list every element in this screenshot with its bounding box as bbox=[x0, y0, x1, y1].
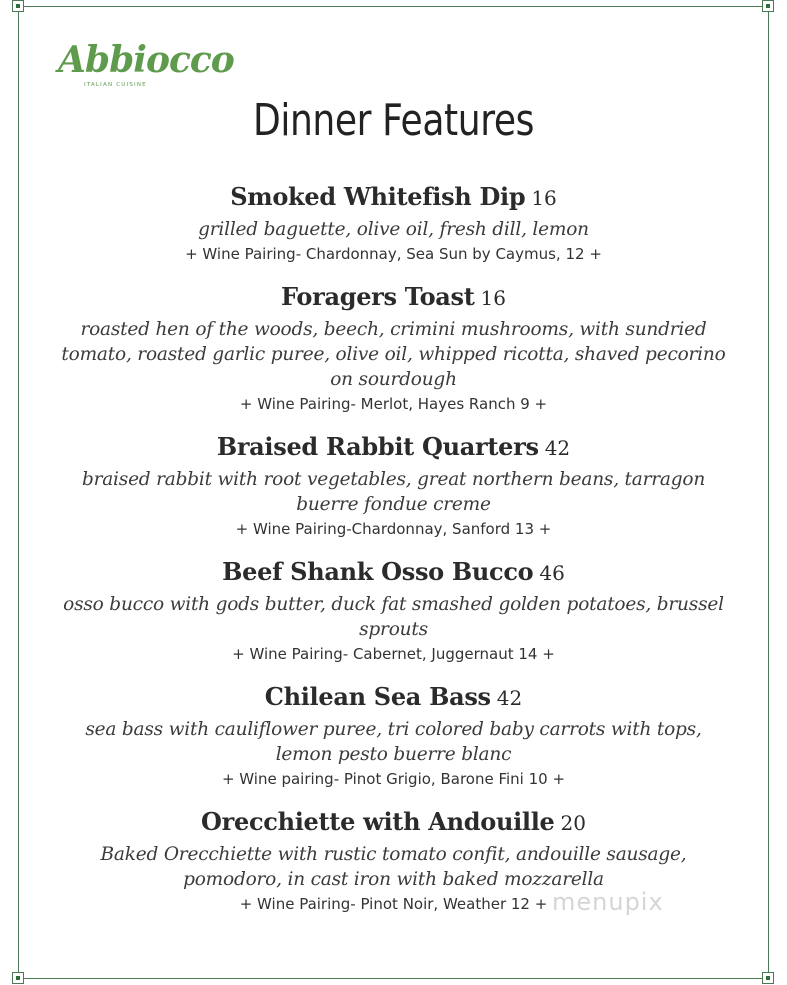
dish-name: Chilean Sea Bass bbox=[264, 682, 491, 711]
dish-heading bbox=[60, 803, 727, 842]
dish-name: Smoked Whitefish Dip bbox=[230, 182, 526, 211]
frame-corner-top-right bbox=[762, 0, 774, 12]
dish-name: Foragers Toast bbox=[280, 282, 475, 311]
wine-pairing: + Wine Pairing- Cabernet, Juggernaut 14 + bbox=[232, 645, 555, 663]
wine-pairing: + Wine Pairing- Chardonnay, Sea Sun by Caymus, 12 + bbox=[185, 245, 602, 263]
menu-item bbox=[60, 428, 727, 541]
wine-pairing: + Wine Pairing- Merlot, Hayes Ranch 9 + bbox=[239, 395, 548, 413]
dish-heading bbox=[60, 278, 727, 317]
frame-right bbox=[768, 6, 769, 979]
brand-logo bbox=[58, 39, 234, 88]
dish-description: sea bass with cauliflower puree, tri colored baby carrots with tops, lemon pesto buerre blanc bbox=[85, 719, 702, 765]
dish-description: Baked Orecchiette with rustic tomato confit, andouille sausage, pomodoro, in cast iron with baked mozzarella bbox=[100, 844, 687, 890]
dish-price: 16 bbox=[480, 286, 506, 310]
dish-description: osso bucco with gods butter, duck fat smashed golden potatoes, brussel sprouts bbox=[63, 594, 724, 640]
logo-wordmark: Abbiocco bbox=[58, 39, 234, 81]
page-title: Dinner Features bbox=[252, 95, 535, 146]
dish-name: Orecchiette with Andouille bbox=[201, 807, 555, 836]
logo-tagline: ITALIAN CUISINE bbox=[84, 82, 147, 88]
dish-heading bbox=[60, 428, 727, 467]
dish-description: roasted hen of the woods, beech, crimini mushrooms, with sundried tomato, roasted garlic puree, olive oil, whipped ricotta, shaved pecorino on sourdough bbox=[61, 319, 726, 390]
dish-description: grilled baguette, olive oil, fresh dill, lemon bbox=[198, 219, 589, 240]
dish-price: 20 bbox=[560, 811, 586, 835]
menu-item bbox=[60, 278, 727, 416]
dish-name: Beef Shank Osso Bucco bbox=[222, 557, 534, 586]
frame-top bbox=[18, 6, 769, 7]
frame-corner-top-left bbox=[12, 0, 24, 12]
dish-price: 46 bbox=[539, 561, 565, 585]
menu-item bbox=[60, 678, 727, 791]
frame-corner-bottom-right bbox=[762, 972, 774, 984]
dish-heading bbox=[60, 678, 727, 717]
wine-pairing: + Wine Pairing- Pinot Noir, Weather 12 + bbox=[239, 895, 548, 913]
wine-pairing: + Wine Pairing-Chardonnay, Sanford 13 + bbox=[235, 520, 552, 538]
frame-corner-bottom-left bbox=[12, 972, 24, 984]
dish-description: braised rabbit with root vegetables, great northern beans, tarragon buerre fondue creme bbox=[81, 469, 706, 515]
watermark: menupix bbox=[552, 888, 664, 916]
dish-heading bbox=[60, 178, 727, 217]
dish-name: Braised Rabbit Quarters bbox=[216, 432, 539, 461]
menu-list bbox=[60, 178, 727, 928]
dish-heading bbox=[60, 553, 727, 592]
wine-pairing: + Wine pairing- Pinot Grigio, Barone Fini 10 + bbox=[221, 770, 566, 788]
dish-price: 42 bbox=[496, 686, 523, 710]
dish-price: 16 bbox=[531, 186, 557, 210]
frame-bottom bbox=[18, 978, 769, 979]
frame-left bbox=[18, 6, 19, 979]
dish-price: 42 bbox=[544, 436, 571, 460]
menu-item bbox=[60, 553, 727, 666]
menu-item bbox=[60, 178, 727, 266]
